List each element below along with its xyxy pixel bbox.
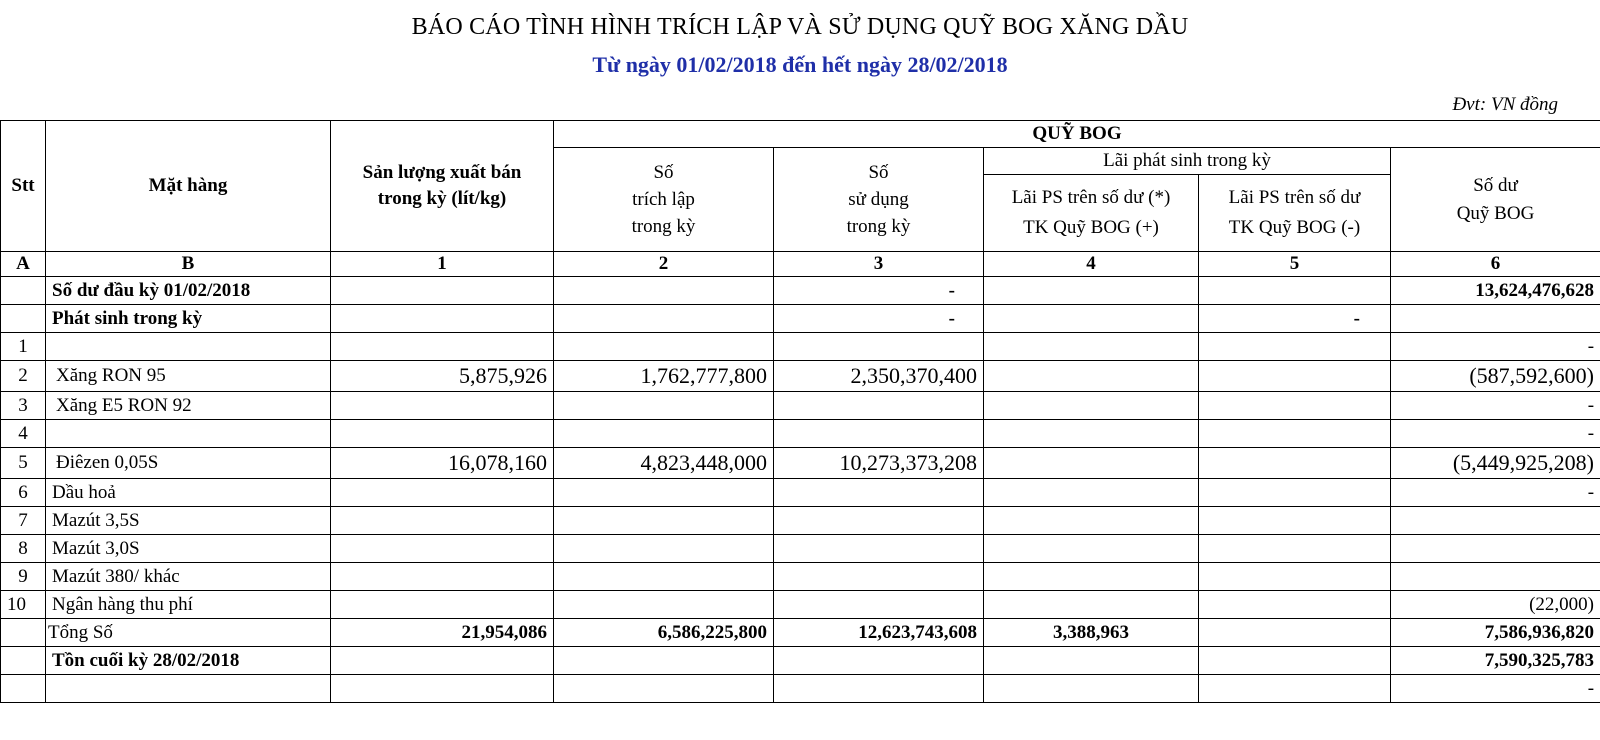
header-lai-tru bbox=[1199, 175, 1391, 252]
index-cell: 4 bbox=[984, 252, 1199, 277]
header-lai-tru-line1: Lãi PS trên số dư bbox=[1228, 187, 1361, 208]
stt-cell: 5 bbox=[1, 448, 46, 479]
value-cell-c6: - bbox=[1391, 675, 1600, 703]
header-lai-cong bbox=[984, 175, 1199, 252]
value-cell-c3 bbox=[774, 420, 984, 448]
item-name-cell: Tổng Số bbox=[46, 619, 331, 647]
stt-cell: 9 bbox=[1, 563, 46, 591]
stt-cell: 6 bbox=[1, 479, 46, 507]
value-cell-c6: - bbox=[1391, 333, 1600, 361]
index-cell: 6 bbox=[1391, 252, 1600, 277]
stt-cell: 2 bbox=[1, 361, 46, 392]
stt-cell: 3 bbox=[1, 392, 46, 420]
value-cell-c2 bbox=[554, 305, 774, 333]
header-trich-lap-line3: trong kỳ bbox=[631, 216, 696, 237]
value-cell-c4 bbox=[984, 535, 1199, 563]
item-name-cell: Mazút 3,0S bbox=[46, 535, 331, 563]
stt-cell: 8 bbox=[1, 535, 46, 563]
value-cell-c4 bbox=[984, 361, 1199, 392]
table-row bbox=[1, 333, 1600, 361]
value-cell-c3: - bbox=[774, 277, 984, 305]
item-name-cell: Điêzen 0,05S bbox=[46, 448, 331, 479]
stt-cell bbox=[1, 647, 46, 675]
value-cell-c2: 6,586,225,800 bbox=[554, 619, 774, 647]
header-stt: Stt bbox=[1, 121, 46, 252]
stt-cell bbox=[1, 619, 46, 647]
value-cell-c4 bbox=[984, 448, 1199, 479]
value-cell-c5 bbox=[1199, 591, 1391, 619]
table-row bbox=[1, 305, 1600, 333]
value-cell-c2 bbox=[554, 392, 774, 420]
value-cell-c5 bbox=[1199, 535, 1391, 563]
value-cell-c1 bbox=[331, 479, 554, 507]
index-cell: 5 bbox=[1199, 252, 1391, 277]
value-cell-c5 bbox=[1199, 507, 1391, 535]
value-cell-c5 bbox=[1199, 479, 1391, 507]
value-cell-c4 bbox=[984, 305, 1199, 333]
index-cell: 2 bbox=[554, 252, 774, 277]
value-cell-c5: - bbox=[1199, 305, 1391, 333]
value-cell-c6: - bbox=[1391, 479, 1600, 507]
value-cell-c3 bbox=[774, 647, 984, 675]
value-cell-c3 bbox=[774, 392, 984, 420]
header-mat-hang: Mặt hàng bbox=[46, 121, 331, 252]
value-cell-c1 bbox=[331, 277, 554, 305]
value-cell-c1 bbox=[331, 507, 554, 535]
table-row bbox=[1, 535, 1600, 563]
header-san-luong bbox=[331, 121, 554, 252]
item-name-cell: Mazút 3,5S bbox=[46, 507, 331, 535]
value-cell-c2 bbox=[554, 647, 774, 675]
item-name-cell: Phát sinh trong kỳ bbox=[46, 305, 331, 333]
value-cell-c6: - bbox=[1391, 420, 1600, 448]
header-san-luong-line1: Sản lượng xuất bán bbox=[362, 162, 522, 183]
table-row bbox=[1, 507, 1600, 535]
value-cell-c3 bbox=[774, 563, 984, 591]
report-title: BÁO CÁO TÌNH HÌNH TRÍCH LẬP VÀ SỬ DỤNG QUỸ BOG XĂNG DẦU bbox=[411, 14, 1189, 40]
value-cell-c4 bbox=[984, 563, 1199, 591]
value-cell-c2 bbox=[554, 563, 774, 591]
value-cell-c6 bbox=[1391, 563, 1600, 591]
value-cell-c1 bbox=[331, 675, 554, 703]
value-cell-c5 bbox=[1199, 647, 1391, 675]
item-name-cell bbox=[46, 333, 331, 361]
header-so-du-line2: Quỹ BOG bbox=[1456, 202, 1535, 224]
value-cell-c2 bbox=[554, 420, 774, 448]
value-cell-c3 bbox=[774, 507, 984, 535]
value-cell-c6 bbox=[1391, 535, 1600, 563]
value-cell-c2 bbox=[554, 277, 774, 305]
value-cell-c1 bbox=[331, 591, 554, 619]
value-cell-c5 bbox=[1199, 277, 1391, 305]
value-cell-c4 bbox=[984, 591, 1199, 619]
value-cell-c4 bbox=[984, 479, 1199, 507]
value-cell-c2 bbox=[554, 507, 774, 535]
value-cell-c5 bbox=[1199, 392, 1391, 420]
value-cell-c1 bbox=[331, 420, 554, 448]
value-cell-c6: (5,449,925,208) bbox=[1391, 448, 1600, 479]
currency-unit: Đvt: VN đồng bbox=[1452, 94, 1558, 115]
value-cell-c6: (587,592,600) bbox=[1391, 361, 1600, 392]
item-name-cell: Xăng E5 RON 92 bbox=[46, 392, 331, 420]
stt-cell bbox=[1, 277, 46, 305]
index-cell: A bbox=[1, 252, 46, 277]
value-cell-c6 bbox=[1391, 507, 1600, 535]
item-name-cell: Tồn cuối kỳ 28/02/2018 bbox=[46, 647, 331, 675]
table-row bbox=[1, 479, 1600, 507]
stt-cell: 4 bbox=[1, 420, 46, 448]
value-cell-c3: - bbox=[774, 305, 984, 333]
header-trich-lap-line1: Số bbox=[653, 162, 674, 183]
item-name-cell: Dầu hoả bbox=[46, 479, 331, 507]
table-body bbox=[1, 277, 1600, 703]
stt-cell: 10 bbox=[1, 591, 46, 619]
value-cell-c3 bbox=[774, 535, 984, 563]
value-cell-c1 bbox=[331, 392, 554, 420]
stt-cell: 7 bbox=[1, 507, 46, 535]
item-name-cell: Xăng RON 95 bbox=[46, 361, 331, 392]
table-row bbox=[1, 392, 1600, 420]
value-cell-c4 bbox=[984, 277, 1199, 305]
value-cell-c1: 16,078,160 bbox=[331, 448, 554, 479]
value-cell-c5 bbox=[1199, 675, 1391, 703]
value-cell-c2: 1,762,777,800 bbox=[554, 361, 774, 392]
value-cell-c1 bbox=[331, 305, 554, 333]
value-cell-c1: 21,954,086 bbox=[331, 619, 554, 647]
value-cell-c4 bbox=[984, 420, 1199, 448]
table-row bbox=[1, 591, 1600, 619]
value-cell-c1 bbox=[331, 647, 554, 675]
header-lai-tru-line2: TK Quỹ BOG (-) bbox=[1228, 217, 1361, 238]
value-cell-c5 bbox=[1199, 333, 1391, 361]
header-trich-lap bbox=[554, 148, 774, 252]
header-quy-bog: QUỸ BOG bbox=[554, 121, 1600, 148]
value-cell-c4 bbox=[984, 392, 1199, 420]
value-cell-c3: 12,623,743,608 bbox=[774, 619, 984, 647]
item-name-cell: Ngân hàng thu phí bbox=[46, 591, 331, 619]
header-lai-phat-sinh: Lãi phát sinh trong kỳ bbox=[984, 148, 1391, 175]
value-cell-c3 bbox=[774, 479, 984, 507]
table-row bbox=[1, 647, 1600, 675]
table-row bbox=[1, 277, 1600, 305]
report-subtitle: Từ ngày 01/02/2018 đến hết ngày 28/02/2018 bbox=[592, 52, 1008, 77]
value-cell-c2: 4,823,448,000 bbox=[554, 448, 774, 479]
value-cell-c3: 2,350,370,400 bbox=[774, 361, 984, 392]
header-san-luong-line2: trong kỳ (lít/kg) bbox=[377, 188, 507, 209]
value-cell-c4 bbox=[984, 675, 1199, 703]
stt-cell bbox=[1, 305, 46, 333]
value-cell-c6 bbox=[1391, 305, 1600, 333]
header-lai-cong-line1: Lãi PS trên số dư (*) bbox=[1011, 187, 1171, 208]
value-cell-c5 bbox=[1199, 420, 1391, 448]
value-cell-c6: 7,590,325,783 bbox=[1391, 647, 1600, 675]
value-cell-c2 bbox=[554, 591, 774, 619]
column-index-row bbox=[1, 252, 1600, 277]
value-cell-c2 bbox=[554, 333, 774, 361]
table-row bbox=[1, 619, 1600, 647]
header-so-du-line1: Số dư bbox=[1473, 174, 1518, 196]
value-cell-c3 bbox=[774, 591, 984, 619]
index-cell: B bbox=[46, 252, 331, 277]
index-cell: 3 bbox=[774, 252, 984, 277]
value-cell-c5 bbox=[1199, 563, 1391, 591]
table-header bbox=[1, 121, 1600, 277]
value-cell-c3: 10,273,373,208 bbox=[774, 448, 984, 479]
index-cell: 1 bbox=[331, 252, 554, 277]
item-name-cell bbox=[46, 675, 331, 703]
value-cell-c1 bbox=[331, 563, 554, 591]
header-trich-lap-line2: trích lập bbox=[632, 189, 695, 210]
value-cell-c6: 7,586,936,820 bbox=[1391, 619, 1600, 647]
value-cell-c4 bbox=[984, 507, 1199, 535]
table-row bbox=[1, 675, 1600, 703]
value-cell-c6: (22,000) bbox=[1391, 591, 1600, 619]
table-row bbox=[1, 448, 1600, 479]
value-cell-c4 bbox=[984, 647, 1199, 675]
header-lai-cong-line2: TK Quỹ BOG (+) bbox=[1023, 217, 1159, 238]
value-cell-c3 bbox=[774, 333, 984, 361]
item-name-cell: Mazút 380/ khác bbox=[46, 563, 331, 591]
stt-cell bbox=[1, 675, 46, 703]
item-name-cell bbox=[46, 420, 331, 448]
value-cell-c4 bbox=[984, 333, 1199, 361]
header-su-dung-line3: trong kỳ bbox=[846, 216, 911, 237]
stt-cell: 1 bbox=[1, 333, 46, 361]
header-su-dung-line2: sử dụng bbox=[848, 189, 909, 210]
header-su-dung-line1: Số bbox=[868, 162, 889, 183]
value-cell-c5 bbox=[1199, 448, 1391, 479]
header-so-du bbox=[1391, 148, 1600, 252]
value-cell-c2 bbox=[554, 535, 774, 563]
value-cell-c3 bbox=[774, 675, 984, 703]
table-row bbox=[1, 563, 1600, 591]
table-row bbox=[1, 361, 1600, 392]
value-cell-c5 bbox=[1199, 361, 1391, 392]
value-cell-c6: - bbox=[1391, 392, 1600, 420]
value-cell-c2 bbox=[554, 479, 774, 507]
value-cell-c1 bbox=[331, 535, 554, 563]
value-cell-c2 bbox=[554, 675, 774, 703]
value-cell-c6: 13,624,476,628 bbox=[1391, 277, 1600, 305]
table-row bbox=[1, 420, 1600, 448]
item-name-cell: Số dư đầu kỳ 01/02/2018 bbox=[46, 277, 331, 305]
value-cell-c1: 5,875,926 bbox=[331, 361, 554, 392]
report-table bbox=[0, 120, 1600, 703]
header-su-dung bbox=[774, 148, 984, 252]
value-cell-c1 bbox=[331, 333, 554, 361]
value-cell-c5 bbox=[1199, 619, 1391, 647]
value-cell-c4: 3,388,963 bbox=[984, 619, 1199, 647]
